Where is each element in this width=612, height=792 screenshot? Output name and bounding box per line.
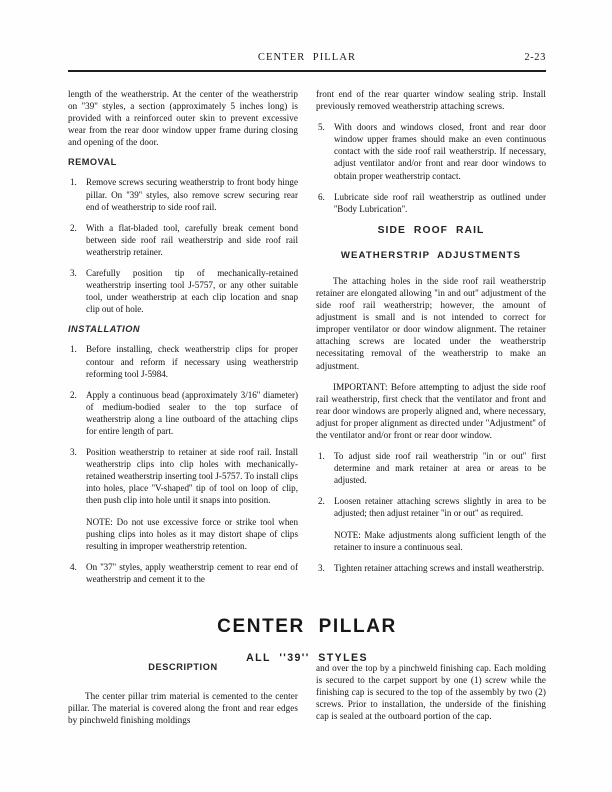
list-item-text: Position weatherstrip to retainer at side roof rail. Install weatherstrip clips into clip holes with mechanically-retained weatherstrip inserting tool J-5757. To install clips into holes, place ''V-shaped'' tip of tool on loop of clip, then push clip into hole until it snaps into position.	[86, 447, 298, 506]
page-number: 2-23	[524, 52, 546, 63]
list-item	[68, 446, 298, 506]
left-continued-paragraph: length of the weatherstrip. At the center of the weatherstrip on ''39'' styles, a section (approximately 5 inches long) is provided with a reinforced outer skin to prevent excessive wear from the rear door window upper frame during closing and opening of the door.	[68, 89, 298, 148]
list-item-text: To adjust side roof rail weatherstrip ''in or out'' first determine and mark retainer at area or areas to be adjusted.	[334, 451, 546, 486]
installation-steps-list	[68, 343, 298, 506]
installation-heading: INSTALLATION	[68, 324, 141, 335]
important-paragraph: IMPORTANT: Before attempting to adjust the side roof rail weatherstrip, first check that the ventilator and front and rear door windows are properly aligned and, where necessary, adjust for proper alignment as directed under ''Adjustment'' of the ventilator and/or front or rear door window.	[316, 381, 546, 440]
list-item-text: Apply a continuous bead (approximately 3/16'' diameter) of medium-bodied sealer to the top surface of weatherstrip along a line outboard of the attaching clips for entire length of part.	[86, 389, 298, 436]
list-item	[68, 561, 298, 585]
weatherstrip-adjustments-heading: WEATHERSTRIP ADJUSTMENTS	[340, 249, 522, 261]
list-item-number: 2.	[70, 389, 77, 400]
list-item-number: 1.	[70, 344, 77, 355]
description-left-paragraph: The center pillar trim material is cemented to the center pillar. The material is covered along the front and rear edges by pinchweld finishing moldings	[68, 691, 298, 726]
left-column	[68, 88, 298, 594]
list-item-text: Before installing, check weatherstrip clips for proper contour and reform if necessary using weatherstrip reforming tool J-5984.	[86, 344, 298, 379]
list-item	[316, 562, 546, 574]
list-item-number: 5.	[318, 122, 325, 133]
header-rule	[68, 70, 546, 72]
removal-heading: REMOVAL	[68, 157, 117, 168]
list-item	[316, 495, 546, 519]
list-item-text: Remove screws securing weatherstrip to front body hinge pillar. On ''39'' styles, also remove screw securing rear end of weatherstrip to side roof rail.	[86, 177, 298, 212]
list-item-text: Tighten retainer attaching screws and install weatherstrip.	[334, 562, 545, 573]
adjustment-step-3-list	[316, 562, 546, 574]
running-head	[68, 52, 546, 68]
list-item	[68, 222, 298, 258]
list-item-text: With a flat-bladed tool, carefully break cement bond between side roof rail weatherstrip and side roof rail weatherstrip retainer.	[86, 222, 298, 257]
list-item-number: 3.	[70, 447, 77, 458]
removal-steps-list	[68, 176, 298, 315]
center-pillar-title: CENTER PILLAR	[217, 616, 397, 637]
side-roof-rail-heading: SIDE ROOF RAIL	[377, 224, 485, 236]
list-item	[68, 176, 298, 212]
list-item-number: 3.	[318, 562, 325, 573]
center-pillar-subtitle: ALL ''39'' STYLES	[246, 652, 368, 664]
list-item-text: Lubricate side roof rail weatherstrip as outlined under ''Body Lubrication''.	[334, 191, 546, 214]
list-item	[316, 121, 546, 181]
adjustment-note: NOTE: Make adjustments along sufficient length of the retainer to insure a continuous seal.	[334, 529, 546, 552]
list-item-number: 6.	[318, 191, 325, 202]
list-item-text: On ''37'' styles, apply weatherstrip cement to rear end of weatherstrip and cement it to the	[86, 561, 298, 584]
installation-step-4-list	[68, 561, 298, 585]
list-item	[68, 267, 298, 315]
list-item	[316, 450, 546, 486]
adjustments-paragraph: The attaching holes in the side roof rail weatherstrip retainer are elongated allowing ''in and out'' adjustment of the side roof rail weatherstrip; however, the amount of adjustment is small and is not intended to correct for improper ventilator or door window alignment. The retainer attaching screws are located under the weatherstrip necessitating removal of the weatherstrip to make an adjustment.	[316, 275, 546, 371]
list-item-number: 4.	[70, 561, 77, 572]
right-continued-paragraph: front end of the rear quarter window sealing strip. Install previously removed weatherstrip attaching screws.	[316, 89, 546, 112]
installation-note: NOTE: Do not use excessive force or strike tool when pushing clips into holes as it may distort shape of clips resulting in improper weatherstrip retention.	[86, 516, 298, 551]
right-steps-list	[316, 121, 546, 215]
list-item-number: 2.	[318, 496, 325, 507]
adjustment-steps-list	[316, 450, 546, 519]
list-item-number: 1.	[70, 177, 77, 188]
list-item	[316, 191, 546, 215]
list-item-text: With doors and windows closed, front and rear door window upper frames should make an even continuous contact with the side roof rail weatherstrip. If necessary, adjust ventilator and/or front and rear door windows to obtain proper weatherstrip contact.	[334, 122, 546, 181]
bottom-left-column	[68, 662, 298, 735]
bottom-right-column	[316, 662, 546, 731]
right-column	[316, 88, 546, 583]
running-head-title: CENTER PILLAR	[257, 52, 357, 63]
list-item-text: Carefully position tip of mechanically-retained weatherstrip inserting tool J-5757, or any other suitable tool, under weatherstrip at each clip location and snap clip out of hole.	[86, 268, 298, 315]
list-item-number: 2.	[70, 222, 77, 233]
list-item-number: 3.	[70, 268, 77, 279]
description-heading: DESCRIPTION	[148, 662, 218, 672]
center-pillar-title-block	[68, 616, 546, 664]
list-item	[68, 343, 298, 379]
list-item	[68, 389, 298, 437]
description-right-paragraph: and over the top by a pinchweld finishing cap. Each molding is secured to the carpet support by one (1) screw while the finishing cap is secured to the top of the assembly by two (2) screws. Prior to installation, the underside of the finishing cap is sealed at the outboard portion of the cap.	[316, 663, 546, 722]
list-item-text: Loosen retainer attaching screws slightly in area to be adjusted; then adjust retainer ''in or out'' as required.	[334, 496, 546, 519]
list-item-number: 1.	[318, 451, 325, 462]
